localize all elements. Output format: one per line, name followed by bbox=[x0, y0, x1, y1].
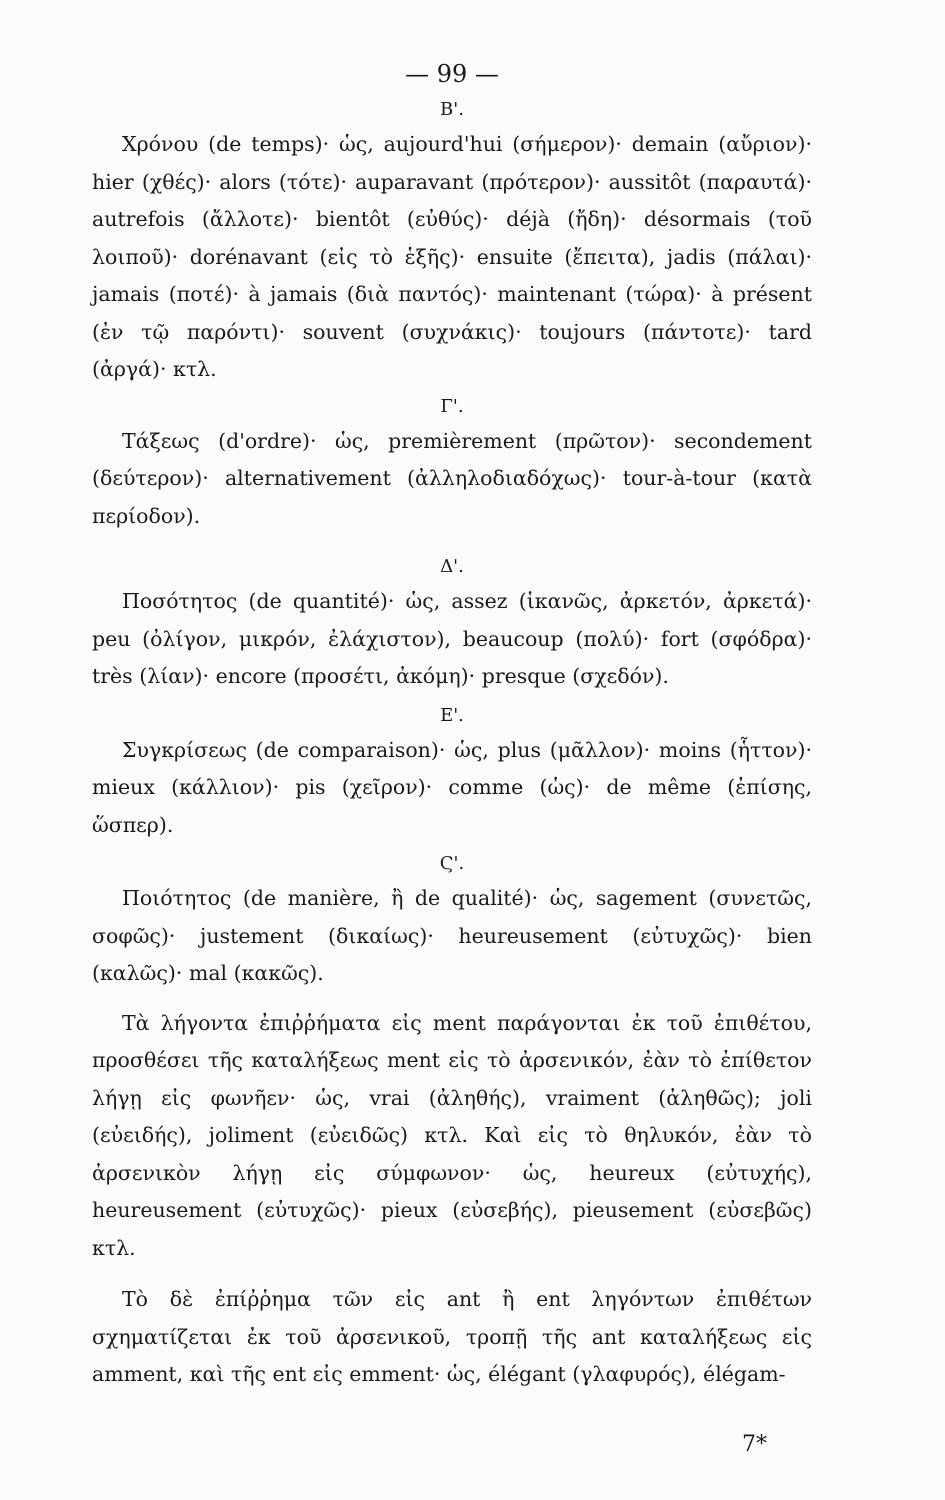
paragraph-ant-ent-rule: Τὸ δὲ ἐπίῤῥημα τῶν εἰς ant ἢ ent ληγόντων ἐπιθέτων σχηματίζεται ἐκ τοῦ ἀρσενικοῦ, τροπῇ τῆς ant καταλήξεως εἰς amment, καὶ τῆς ent εἰς emment· ὡς, élégant (γλαφυρός), élégam- bbox=[92, 1287, 812, 1386]
section-heading-delta: Δ'. bbox=[440, 556, 464, 577]
signature-mark: 7* bbox=[742, 1432, 767, 1457]
section-heading-stigma: Ϛ'. bbox=[439, 853, 465, 874]
paragraph-order-adverbs: Τάξεως (d'ordre)· ὡς, premièrement (πρῶτον)· secondement (δεύτερον)· alternativement (ἀλληλοδιαδόχως)· tour-à-tour (κατὰ περίοδον). bbox=[92, 428, 812, 528]
page-number: — 99 — bbox=[405, 60, 499, 88]
section-heading-beta: Β'. bbox=[440, 99, 464, 120]
section-heading-epsilon: Ε'. bbox=[440, 704, 464, 726]
paragraph-quantity-adverbs: Ποσότητος (de quantité)· ὡς, assez (ἱκανῶς, ἀρκετόν, ἀρκετά)· peu (ὀλίγον, μικρόν, ἐλάχιστον), beaucoup (πολύ)· fort (σφόδρα)· très (λίαν)· encore (προσέτι, ἀκόμη)· presque (σχεδόν). bbox=[92, 589, 812, 688]
paragraph-comparison-adverbs: Συγκρίσεως (de comparaison)· ὡς, plus (μᾶλλον)· moins (ἧττον)· mieux (κάλλιον)· pis (χεῖρον)· comme (ὡς)· de même (ἐπίσης, ὥσπερ). bbox=[92, 737, 812, 837]
section-heading-gamma: Γ'. bbox=[440, 395, 464, 417]
page-text bbox=[92, 40, 812, 1394]
paragraph-time-adverbs: Χρόνου (de temps)· ὡς, aujourd'hui (σήμερον)· demain (αὔριον)· hier (χθές)· alors (τότε)· auparavant (πρότερον)· aussitôt (παραυτά)· autrefois (ἄλλοτε)· bientôt (εὐθύς)· déjà (ἤδη)· désormais (τοῦ λοιποῦ)· dorénavant (εἰς τὸ ἑξῆς)· ensuite (ἔπειτα), jadis (πάλαι)· jamais (ποτέ)· à jamais (διὰ παντός)· maintenant (τώρα)· à présent (ἐν τῷ παρόντι)· souvent (συχνάκις)· toujours (πάντοτε)· tard (ἀργά)· κτλ. bbox=[92, 132, 812, 381]
paragraph-ment-rule: Τὰ λήγοντα ἐπιῤῥήματα εἰς ment παράγονται ἐκ τοῦ ἐπιθέτου, προσθέσει τῆς καταλήξεως ment εἰς τὸ ἀρσενικόν, ἐὰν τὸ ἐπίθετον λήγῃ εἰς φωνῆεν· ὡς, vrai (ἀληθής), vraiment (ἀληθῶς); joli (εὐειδής), joliment (εὐειδῶς) κτλ. Καὶ εἰς τὸ θηλυκόν, ἐὰν τὸ ἀρσενικὸν λήγῃ εἰς σύμφωνον· ὡς, heureux (εὐτυχής), heureusement (εὐτυχῶς)· pieux (εὐσεβής), pieusement (εὐσεβῶς) κτλ. bbox=[92, 1010, 812, 1260]
paragraph-manner-adverbs: Ποιότητος (de manière, ἢ de qualité)· ὡς, sagement (συνετῶς, σοφῶς)· justement (δικαίως)· heureusement (εὐτυχῶς)· bien (καλῶς)· mal (κακῶς). bbox=[92, 886, 812, 985]
